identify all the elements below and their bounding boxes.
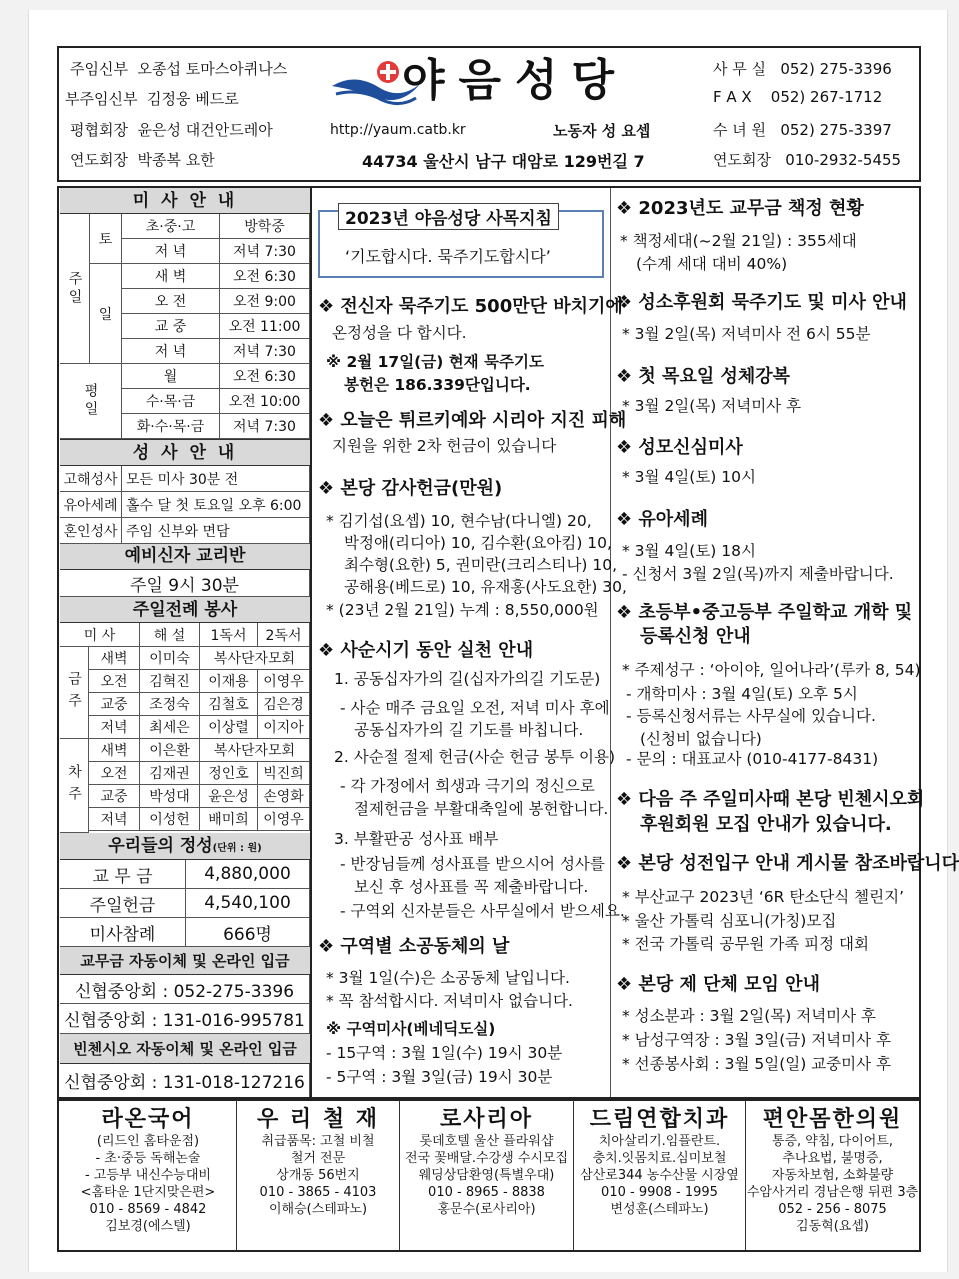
liturgy-header: 해 설	[140, 623, 200, 647]
offering-value: 4,540,100	[186, 889, 310, 918]
liturgy-reader-2: 손영화	[258, 785, 310, 808]
mass-time: 오전 11:00	[220, 314, 310, 339]
liturgy-reader-1: 김철호	[200, 693, 258, 716]
right-notice-line: * 3월 2일(목) 저녁미사 전 6시 55분	[622, 325, 871, 343]
liturgy-reader-2: 빅진희	[258, 762, 310, 785]
sunday-label: 주일	[60, 214, 90, 364]
notice-line: 공동십자가의 길 기도를 바칩니다.	[354, 721, 584, 739]
mass-time: 저녁 7:30	[220, 239, 310, 264]
ad-name: 로사리아	[439, 1107, 533, 1132]
notice-line: - 각 가정에서 희생과 극기의 정신으로	[340, 777, 595, 795]
right-notice-line: - 신청서 3월 2일(목)까지 제출바랍니다.	[622, 565, 894, 583]
notice-line: 지원을 위한 2차 헌금이 있습니다	[332, 437, 557, 455]
ad-name: 편안몸한의원	[762, 1107, 903, 1132]
mass-slot: 초·중·고	[122, 214, 220, 239]
liturgy-reader-1: 배미희	[200, 808, 258, 831]
notice-line: ❖ 오늘은 튀르키예와 시리아 지진 피해	[318, 410, 627, 431]
liturgy-reader-1: 이재용	[200, 670, 258, 693]
notice-line: - 사순 매주 금요일 오전, 저녁 미사 후에	[340, 699, 610, 717]
right-notice-line: 후원회원 모집 안내가 있습니다.	[640, 814, 892, 835]
right-notice-line: ❖ 첫 목요일 성체강복	[616, 366, 791, 387]
ad-line: <홈타운 1단지맞은편>	[80, 1185, 216, 1200]
ad-line: 롯데호텔 울산 플라워샵	[419, 1134, 554, 1149]
parish-url[interactable]: http://yaum.catb.kr	[330, 122, 466, 138]
contact-fax: F A X 052) 267-1712	[713, 88, 883, 106]
ad-line: 수암사거리 경남은행 뒤편 3층	[746, 1185, 919, 1200]
mass-slot: 저 녁	[122, 339, 220, 364]
right-notice-line: * 울산 가톨릭 심포니(가칭)모집	[622, 912, 837, 930]
sacrament-name: 혼인성사	[60, 518, 122, 544]
offering-value: 666명	[186, 918, 310, 947]
right-notice-line: ❖ 성모신심미사	[616, 437, 743, 458]
notice-line: 3. 부활판공 성사표 배부	[334, 830, 499, 848]
right-notice-line: ❖ 성소후원회 묵주기도 및 미사 안내	[616, 292, 907, 313]
right-notice-line: ❖ 유아세례	[616, 509, 708, 530]
contact-office: 사 무 실 052) 275-3396	[713, 60, 892, 78]
right-notice-line: * 전국 가톨릭 공무원 가족 피정 대회	[622, 935, 869, 953]
notice-line: 박정애(리디아) 10, 김수환(요아킴) 10,	[344, 534, 612, 552]
offering-title: 우리들의 정성(단위 : 원)	[60, 833, 310, 860]
ad-line: 변성훈(스테파노)	[610, 1202, 709, 1217]
ad-line: 웨딩상담환영(특별우대)	[418, 1168, 555, 1183]
ad-line: 철거 전문	[290, 1151, 346, 1166]
header-role-3: 평협회장 윤은성 대건안드레아	[70, 121, 273, 139]
ad-name: 드림연합치과	[589, 1107, 730, 1132]
mass-slot: 월	[122, 364, 220, 389]
mass-time: 오전 6:30	[220, 264, 310, 289]
ad-line: (리드인 홈타운점)	[96, 1134, 200, 1149]
parish-title: 야음성당	[402, 55, 629, 106]
right-notice-line: ❖ 본당 제 단체 모임 안내	[616, 974, 820, 995]
mass-time: 오전 6:30	[220, 364, 310, 389]
ad-line: 052 - 256 - 8075	[778, 1202, 887, 1217]
motto-title: 2023년 야음성당 사목지침	[338, 203, 559, 230]
ad-line: 김보경(에스텔)	[105, 1219, 191, 1234]
header-role-2: 부주임신부 김정웅 베드로	[65, 90, 239, 108]
ad-line: 자동차보험, 소화불량	[771, 1168, 894, 1183]
right-notice-line: ❖ 초등부•중고등부 주일학교 개학 및	[616, 602, 913, 623]
parish-patron: 노동자 성 요셉	[553, 122, 651, 140]
notice-line: * 꼭 참석합시다. 저녁미사 없습니다.	[326, 992, 573, 1010]
liturgy-mass: 오전	[89, 670, 140, 693]
ad-box[interactable]	[400, 1100, 574, 1250]
offering-label: 주일헌금	[60, 889, 186, 918]
notice-line: 보신 후 성사표를 꼭 제출바랍니다.	[354, 878, 589, 896]
right-notice-line: * 책정세대(~2월 21일) : 355세대	[620, 232, 857, 250]
right-notice-line: (신청비 없습니다)	[640, 730, 762, 748]
ad-line: 충치.잇몸치료.심미보철	[592, 1151, 727, 1166]
liturgy-reader-1: 이상렬	[200, 716, 258, 739]
liturgy-reader-1: 정인호	[200, 762, 258, 785]
notice-line: 최수형(요한) 5, 권미란(크리스티나) 10,	[344, 556, 618, 574]
notice-line: * 김기섭(요셉) 10, 현수남(다니엘) 20,	[326, 512, 592, 530]
notice-line: ※ 구역미사(베네딕도실)	[326, 1020, 496, 1038]
liturgy-mass: 저녁	[89, 808, 140, 831]
header-role-1: 주임신부 오종섭 토마스아퀴나스	[70, 60, 288, 78]
sacrament-detail: 홀수 달 첫 토요일 오후 6:00	[122, 492, 310, 518]
liturgy-mass: 교중	[89, 785, 140, 808]
motto-text: ‘기도합시다. 묵주기도합시다’	[345, 247, 551, 266]
week-label-next: 차주	[60, 739, 89, 833]
sacrament-name: 고해성사	[60, 466, 122, 492]
notice-line: ❖ 사순시기 동안 실천 안내	[318, 640, 534, 661]
right-notice-line: ❖ 2023년도 교무금 책정 현황	[616, 198, 864, 219]
right-notice-line: ❖ 다음 주 주일미사때 본당 빈첸시오회	[616, 789, 925, 810]
mass-slot: 오 전	[122, 289, 220, 314]
ad-box[interactable]	[574, 1100, 746, 1250]
ad-line: - 초·중등 독해논술	[95, 1151, 201, 1166]
mass-time: 저녁 7:30	[220, 339, 310, 364]
right-notice-line: - 개학미사 : 3월 4일(토) 오후 5시	[626, 685, 858, 703]
right-notice-line: ❖ 본당 성전입구 안내 게시물 참조바랍니다	[616, 853, 959, 874]
ad-line: 전국 꽃배달.수강생 수시모집	[404, 1151, 569, 1166]
mass-slot: 화·수·목·금	[122, 414, 220, 439]
transfer-line-3: 신협중앙회 : 131-018-127216	[60, 1064, 310, 1097]
ad-box[interactable]	[746, 1100, 919, 1250]
right-notice-line: * 3월 2일(목) 저녁미사 후	[622, 397, 802, 415]
notice-line: - 5구역 : 3월 3일(금) 19시 30분	[326, 1068, 553, 1086]
liturgy-commentator: 김재권	[140, 762, 200, 785]
liturgy-commentator: 이은환	[140, 739, 200, 762]
right-notice-line: * 성소분과 : 3월 2일(목) 저녁미사 후	[622, 1007, 877, 1025]
transfer-title-2: 빈첸시오 자동이체 및 온라인 입금	[60, 1034, 310, 1064]
right-notice-line: (수계 세대 대비 40%)	[636, 255, 788, 273]
ad-line: 이해승(스테파노)	[268, 1202, 368, 1217]
ad-name: 라온국어	[101, 1107, 195, 1132]
ad-box[interactable]	[60, 1100, 237, 1250]
liturgy-mass: 오전	[89, 762, 140, 785]
week-label-this: 금주	[60, 647, 89, 739]
catechumen-time: 주일 9시 30분	[60, 570, 310, 597]
sacrament-name: 유아세례	[60, 492, 122, 518]
notice-line: 온정성을 다 합시다.	[332, 324, 467, 342]
header-role-4: 연도회장 박종복 요한	[70, 151, 215, 169]
notice-line: 1. 공동십자가의 길(십자가의길 기도문)	[334, 670, 601, 688]
ad-line: 010 - 3865 - 4103	[259, 1185, 377, 1200]
notice-line: 봉헌은 186.339단입니다.	[344, 376, 531, 394]
ad-line: 010 - 8965 - 8838	[428, 1185, 545, 1200]
right-notice-line: * 주제성구 : ‘아이야, 일어나라’(루카 8, 54)	[622, 661, 921, 679]
ad-line: 김동혁(요셉)	[796, 1219, 869, 1234]
ad-box[interactable]	[237, 1100, 400, 1250]
mass-time: 저녁 7:30	[220, 414, 310, 439]
mass-time: 오전 10:00	[220, 389, 310, 414]
mass-slot: 저 녁	[122, 239, 220, 264]
notice-line: ❖ 본당 감사헌금(만원)	[318, 478, 503, 499]
liturgy-mass: 새벽	[89, 647, 140, 670]
offering-label: 교 무 금	[60, 860, 186, 889]
liturgy-mass: 새벽	[89, 739, 140, 762]
transfer-line-1: 신협중앙회 : 052-275-3396	[60, 975, 310, 1004]
parish-address: 44734 울산시 남구 대암로 129번길 7	[362, 152, 645, 171]
ad-line: 통증, 약침, 다이어트,	[771, 1134, 894, 1149]
ad-line: 홍문수(로사리아)	[437, 1202, 536, 1217]
ad-line: 추나요법, 불명증,	[782, 1151, 883, 1166]
sacrament-title: 성 사 안 내	[60, 439, 310, 466]
right-notice-line: - 등록신청서류는 사무실에 있습니다.	[626, 707, 876, 725]
mass-slot: 새 벽	[122, 264, 220, 289]
right-notice-line: * 남성구역장 : 3월 3일(금) 저녁미사 후	[622, 1031, 892, 1049]
sat-label: 토	[90, 214, 122, 264]
liturgy-reader: 복사단자모회	[200, 647, 310, 670]
mass-time: 오전 9:00	[220, 289, 310, 314]
liturgy-mass: 교중	[89, 693, 140, 716]
column-divider-2	[610, 188, 611, 1097]
notice-line: 공해용(베드로) 10, 유재홍(사도요한) 30,	[344, 578, 627, 596]
liturgy-commentator: 최세은	[140, 716, 200, 739]
right-notice-line: - 문의 : 대표교사 (010-4177-8431)	[626, 750, 879, 768]
sacrament-detail: 모든 미사 30분 전	[122, 466, 310, 492]
ad-line: - 고등부 내신수능대비	[85, 1168, 211, 1183]
liturgy-header: 미 사	[60, 623, 140, 647]
day-label: 일	[90, 264, 122, 364]
column-divider-1	[310, 188, 312, 1097]
liturgy-commentator: 조정숙	[140, 693, 200, 716]
mass-slot: 수·목·금	[122, 389, 220, 414]
liturgy-commentator: 이성헌	[140, 808, 200, 831]
catechumen-title: 예비신자 교리반	[60, 543, 310, 570]
liturgy-commentator: 박성대	[140, 785, 200, 808]
liturgy-reader-2: 이영우	[258, 808, 310, 831]
notice-line: 절제헌금을 부활대축일에 봉헌합니다.	[354, 800, 609, 818]
liturgy-header: 1독서	[200, 623, 258, 647]
contact-yeondo: 연도회장 010-2932-5455	[713, 151, 902, 169]
right-notice-line: * 선종봉사회 : 3월 5일(일) 교중미사 후	[622, 1055, 892, 1073]
mass-time: 방학중	[220, 214, 310, 239]
transfer-line-2: 신협중앙회 : 131-016-995781	[60, 1004, 310, 1034]
liturgy-header: 2독서	[258, 623, 310, 647]
ad-line: 010 - 8569 - 4842	[89, 1202, 207, 1217]
liturgy-reader-1: 윤은성	[200, 785, 258, 808]
liturgy-title: 주일전례 봉사	[60, 597, 310, 623]
ad-line: 치아살리기.임플란트.	[598, 1134, 721, 1149]
mass-title: 미 사 안 내	[60, 188, 310, 214]
ad-line: 삼산로344 농수산물 시장옆	[580, 1168, 739, 1183]
right-notice-line: * 부산교구 2023년 ‘6R 탄소단식 첼린지’	[622, 888, 904, 906]
liturgy-reader: 복사단자모회	[200, 739, 310, 762]
weekday-label: 평일	[60, 364, 122, 439]
notice-line: - 구역외 신자분들은 사무실에서 받으세요.	[340, 902, 625, 920]
mass-slot: 교 중	[122, 314, 220, 339]
ad-name: 우 리 철 재	[257, 1107, 379, 1132]
sacrament-detail: 주임 신부와 면담	[122, 518, 310, 544]
notice-line: ❖ 구역별 소공동체의 날	[318, 936, 510, 957]
notice-line: ※ 2월 17일(금) 현재 묵주기도	[326, 353, 544, 371]
right-notice-line: * 3월 4일(토) 18시	[622, 542, 756, 560]
liturgy-reader-2: 이지아	[258, 716, 310, 739]
notice-line: - 반장님들께 성사표를 받으시어 성사를	[340, 855, 605, 873]
liturgy-commentator: 이미숙	[140, 647, 200, 670]
ad-line: 상개동 56번지	[276, 1168, 360, 1183]
offering-label: 미사참례	[60, 918, 186, 947]
right-notice-line: * 3월 4일(토) 10시	[622, 468, 756, 486]
liturgy-reader-2: 김은경	[258, 693, 310, 716]
liturgy-reader-2: 이영우	[258, 670, 310, 693]
ad-line: 010 - 9908 - 1995	[601, 1185, 718, 1200]
right-notice-line: 등록신청 안내	[640, 626, 751, 647]
offering-value: 4,880,000	[186, 860, 310, 889]
transfer-title-1: 교무금 자동이체 및 온라인 입금	[60, 947, 310, 975]
liturgy-commentator: 김혁진	[140, 670, 200, 693]
ad-line: 취급품목: 고철 비철	[261, 1134, 375, 1149]
notice-line: ❖ 전신자 묵주기도 500만단 바치기에	[318, 296, 623, 317]
contact-convent: 수 녀 원 052) 275-3397	[713, 121, 892, 139]
liturgy-mass: 저녁	[89, 716, 140, 739]
notice-line: - 15구역 : 3월 1일(수) 19시 30분	[326, 1044, 563, 1062]
notice-line: 2. 사순절 절제 헌금(사순 헌금 봉투 이용)	[334, 748, 616, 766]
notice-line: * 3월 1일(수)은 소공동체 날입니다.	[326, 969, 570, 987]
notice-line: * (23년 2월 21일) 누계 : 8,550,000원	[326, 601, 599, 619]
